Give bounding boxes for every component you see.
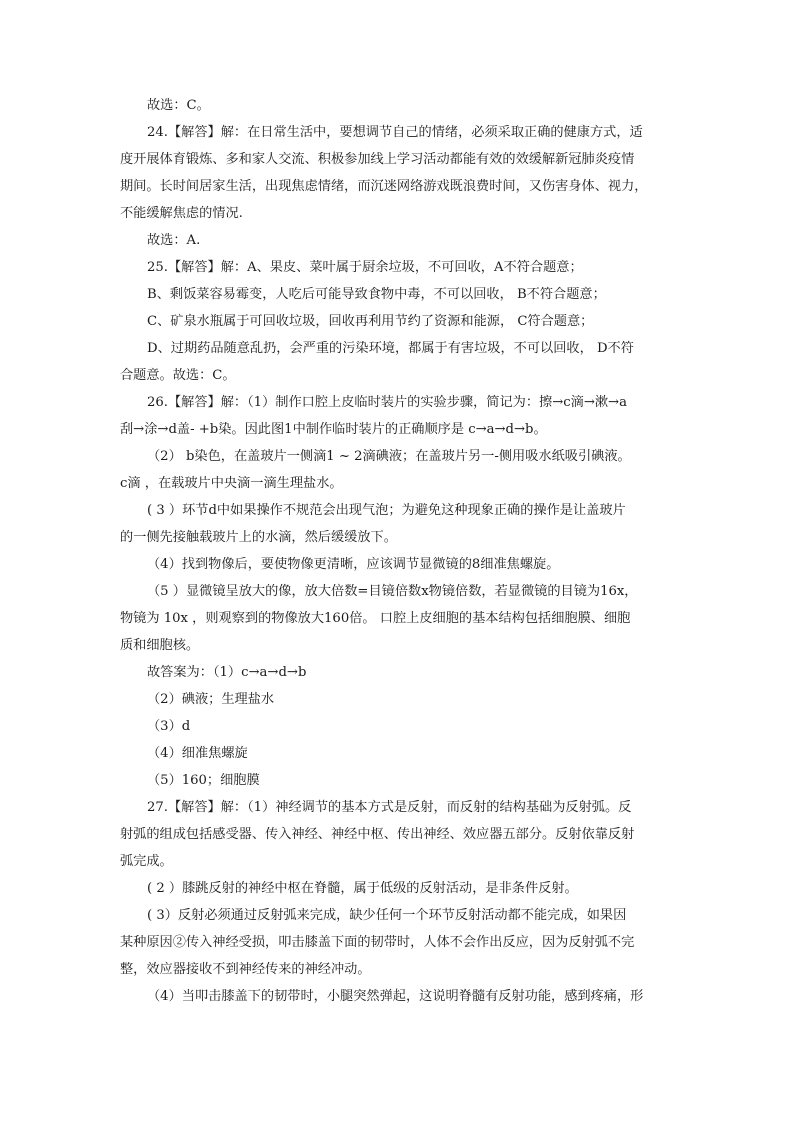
text-line: 故答案为：（1）c→a→d→b [147,665,307,680]
text-line: 27.【解答】解：（1）神经调节的基本方式是反射，而反射的结构基础为反射弧。反 [147,800,632,815]
text-line: 某种原因②传入神经受损，叩击膝盖下面的韧带时，人体不会作出反应，因为反射弧不完 [120,935,635,950]
text-line: 合题意。故选：C。 [120,368,236,383]
text-line: 26.【解答】解：（1）制作口腔上皮临时装片的实验步骤，简记为：擦→c滴→漱→a [147,395,627,410]
text-line: 期间。长时间居家生活，出现焦虑情绪，而沉迷网络游戏既浪费时间，又伤害身体、视力， [120,179,648,194]
text-line: D、过期药品随意乱扔，会严重的污染环境，都属于有害垃圾，不可以回收， D不符 [147,341,634,356]
text-line: 故选：C。 [147,98,210,113]
text-line: 质和细胞核。 [120,638,200,653]
text-line: 24.【解答】解：在日常生活中，要想调节自己的情绪，必须采取正确的健康方式，适 [147,125,643,140]
text-line: 度开展体育锻炼、多和家人交流、积极参加线上学习活动都能有效的效缓解新冠肺炎疫情 [120,152,635,167]
text-line: 射弧的组成包括感受器、传入神经、神经中枢、传出神经、效应器五部分。反射依靠反射 [120,827,635,842]
text-line: 物镜为 10x ，则观察到的物像放大160倍。 口腔上皮细胞的基本结构包括细胞膜、细胞 [120,611,631,626]
text-line: 刮→涂→d盖- +b染。因此图1中制作临时装片的正确顺序是 c→a→d→b。 [120,422,547,437]
text-line: （2）碘液；生理盐水 [147,692,275,707]
text-line: （5 ）显微镜呈放大的像，放大倍数=目镜倍数x物镜倍数，若显微镜的目镜为16x， [147,584,638,599]
text-line: ( 3 ）环节d中如果操作不规范会出现气泡；为避免这种现象正确的操作是让盖玻片 [147,503,626,518]
answer-text-body [120,92,676,1010]
text-line: 25.【解答】解：A、果皮、菜叶属于厨余垃圾，不可回收，A不符合题意； [147,260,583,275]
text-line: （5）160；细胞膜 [147,773,260,788]
text-line: （2） b染色，在盖玻片一侧滴1 ~ 2滴碘液；在盖玻片另一-侧用吸水纸吸引碘液。 [147,449,631,464]
text-line: 的一侧先接触载玻片上的水滴，然后缓缓放下。 [120,530,397,545]
text-line: B、剩饭菜容易霉变，人吃后可能导致食物中毒，不可以回收， B不符合题意； [147,287,606,302]
text-line: c滴 ，在载玻片中央滴一滴生理盐水。 [120,476,343,491]
text-line: 整，效应器接收不到神经传来的神经冲动。 [120,962,371,977]
text-line: 不能缓解焦虑的情况. [120,206,243,221]
text-line: ( 3）反射必须通过反射弧来完成，缺少任何一个环节反射活动都不能完成，如果因 [147,908,627,923]
text-line: （4）当叩击膝盖下的韧带时，小腿突然弹起，这说明脊髓有反射功能，感到疼痛，形 [147,989,644,1004]
text-line: 弧完成。 [120,854,173,869]
text-line: C、矿泉水瓶属于可回收垃圾，回收再利用节约了资源和能源， C符合题意； [147,314,594,329]
text-line: ( 2 ）膝跳反射的神经中枢在脊髓，属于低级的反射活动，是非条件反射。 [147,881,578,896]
text-line: （4）细准焦螺旋 [147,746,248,761]
text-line: （3）d [147,719,191,734]
text-line: （4）找到物像后，要使物像更清晰，应该调节显微镜的8细准焦螺旋。 [147,557,560,572]
text-line: 故选：A. [147,233,201,248]
